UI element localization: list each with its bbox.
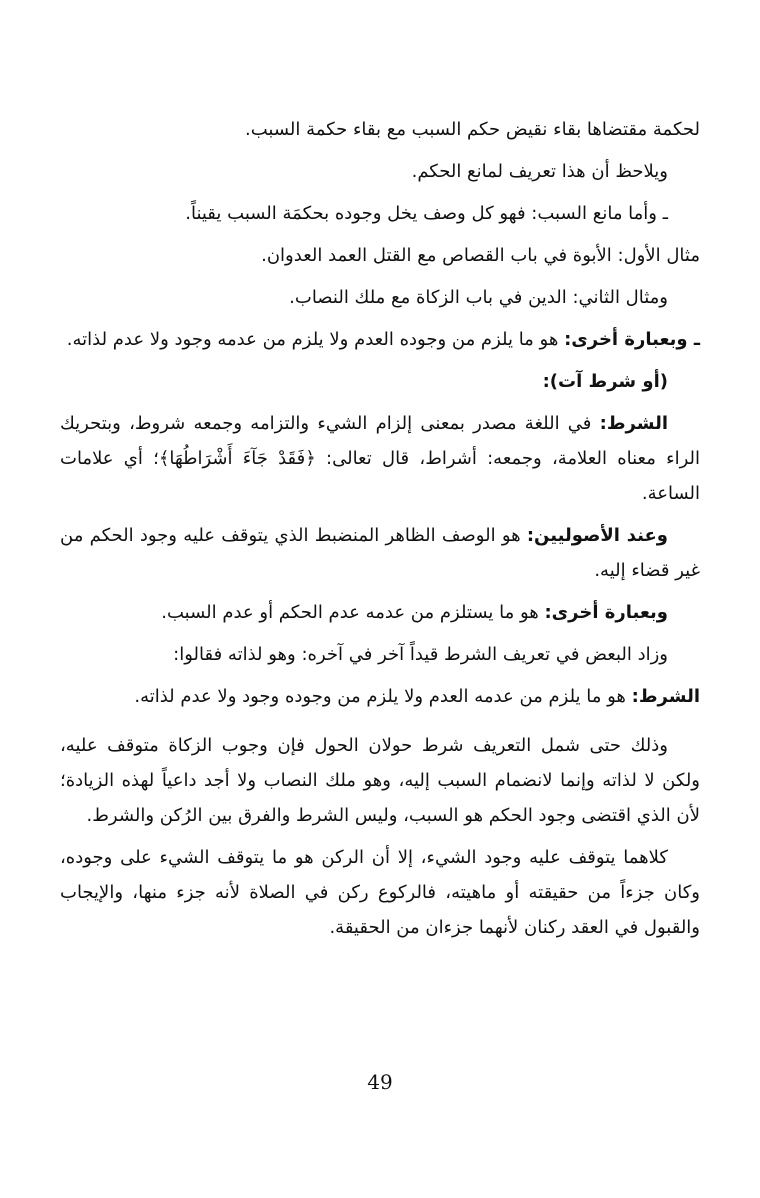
paragraph-4: مثال الأول: الأبوة في باب القصاص مع القتل العمد العدوان.	[261, 245, 700, 266]
section-heading	[60, 364, 700, 399]
paragraph-9-text: هو الوصف الظاهر المنضبط الذي يتوقف عليه وجود الحكم من غير قضاء إليه.	[60, 525, 700, 581]
paragraph-10-text: هو ما يستلزم من عدمه عدم الحكم أو عدم السبب.	[161, 602, 545, 623]
paragraph-6-lead: ـ وبعبارة أخرى:	[564, 329, 700, 350]
paragraph-2: ويلاحظ أن هذا تعريف لمانع الحكم.	[411, 161, 668, 182]
paragraph-13: وذلك حتى شمل التعريف شرط حولان الحول فإن وجوب الزكاة متوقف عليه، ولكن لا لذاته وإنما لانضمام السبب إليه، وهو ملك النصاب ولا أجد داعياً لهذه الزيادة؛ لأن الذي اقتضى وجود الحكم هو السبب، وليس الشرط والفرق بين الرُكن والشرط.	[60, 735, 700, 826]
paragraph-5: ومثال الثاني: الدين في باب الزكاة مع ملك النصاب.	[289, 287, 668, 308]
paragraph-12-lead: الشرط:	[631, 686, 700, 707]
paragraph-8-lead: الشرط:	[599, 413, 668, 434]
body-text	[60, 112, 700, 952]
page-number: 49	[367, 1070, 393, 1094]
paragraph-9-lead: وعند الأصوليين:	[526, 525, 668, 546]
paragraph-3: ـ وأما مانع السبب: فهو كل وصف يخل وجوده بحكمَة السبب يقيناً.	[185, 203, 668, 224]
paragraph-6	[60, 322, 700, 357]
paragraph-12	[60, 679, 700, 714]
paragraph-8-text: في اللغة مصدر بمعنى إلزام الشيء والتزامه وجمعه شروط، وبتحريك الراء معناه العلامة، وجمعه: أشراط، قال تعالى:	[60, 413, 700, 469]
paragraph-9	[60, 518, 700, 588]
paragraph-10	[60, 595, 700, 630]
paragraph-8-text-end: ؛ أي علامات الساعة.	[60, 448, 700, 504]
paragraph-12-text: هو ما يلزم من عدمه العدم ولا يلزم من وجوده وجود ولا عدم لذاته.	[134, 686, 632, 707]
paragraph-14: كلاهما يتوقف عليه وجود الشيء، إلا أن الركن هو ما يتوقف الشيء على وجوده، وكان جزءاً من حقيقته أو ماهيته، فالركوع ركن في الصلاة لأنه جزء منها، والإيجاب والقبول في العقد ركنان لأنهما جزءان من الحقيقة.	[60, 847, 700, 938]
paragraph-8	[60, 406, 700, 511]
paragraph-11: وزاد البعض في تعريف الشرط قيداً آخر في آخره: وهو لذاته فقالوا:	[173, 644, 668, 665]
quran-quote: ﴿فَقَدْ جَآءَ أَشْرَاطُهَا﴾	[158, 448, 316, 469]
paragraph-6-text: هو ما يلزم من وجوده العدم ولا يلزم من عدمه وجود ولا عدم لذاته.	[66, 329, 565, 350]
paragraph-10-lead: وبعبارة أخرى:	[544, 602, 668, 623]
section-heading-text: (أو شرط آت):	[542, 371, 668, 392]
paragraph-1: لحكمة مقتضاها بقاء نقيض حكم السبب مع بقاء حكمة السبب.	[245, 119, 700, 140]
